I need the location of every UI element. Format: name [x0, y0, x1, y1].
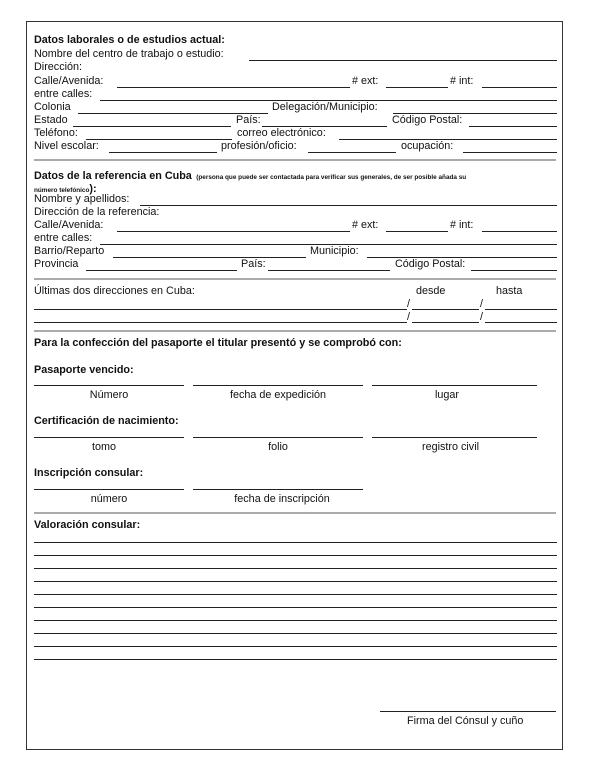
- referencia-heading-line: [34, 166, 466, 184]
- numero-inscripcion-caption: número: [90, 493, 128, 505]
- fecha-inscripcion-caption: fecha de inscripción: [234, 493, 330, 505]
- ref-pais-label: País:: [241, 258, 266, 270]
- slash: /: [407, 311, 410, 323]
- int-label: # int:: [450, 75, 474, 87]
- ref-entre-label: entre calles:: [34, 232, 93, 244]
- ocupacion-field[interactable]: [463, 152, 557, 153]
- ext-field[interactable]: [386, 87, 448, 88]
- ref-municipio-label: Municipio:: [310, 245, 359, 257]
- profesion-label: profesión/oficio:: [221, 140, 297, 152]
- valoracion-heading: Valoración consular:: [34, 519, 141, 531]
- slash: /: [407, 298, 410, 310]
- tomo-caption: tomo: [91, 441, 116, 453]
- fecha-inscripcion-field[interactable]: [193, 489, 363, 490]
- calle-field[interactable]: [117, 87, 350, 88]
- fecha-expedicion-caption: fecha de expedición: [229, 389, 327, 401]
- lugar-caption: lugar: [434, 389, 459, 401]
- referencia-note-close: ):: [89, 183, 97, 195]
- int-field[interactable]: [482, 87, 557, 88]
- ref-provincia-label: Provincia: [34, 258, 79, 270]
- section-divider: [34, 512, 556, 514]
- inscripcion-label: Inscripción consular:: [34, 467, 144, 479]
- valoracion-line[interactable]: [34, 620, 557, 621]
- colonia-label: Colonia: [34, 101, 71, 113]
- ref-int-field[interactable]: [482, 231, 557, 232]
- ref-provincia-field[interactable]: [86, 270, 237, 271]
- lugar-field[interactable]: [372, 385, 537, 386]
- calle-label: Calle/Avenida:: [34, 75, 104, 87]
- ref-nombre-field[interactable]: [140, 205, 557, 206]
- direccion-1-desde-field[interactable]: [412, 309, 479, 310]
- pais-label: País:: [236, 114, 261, 126]
- referencia-heading: Datos de la referencia en Cuba: [34, 170, 192, 182]
- section-divider: [34, 278, 556, 280]
- cp-label: Código Postal:: [392, 114, 463, 126]
- numero-inscripcion-field[interactable]: [34, 489, 184, 490]
- referencia-note2: número telefónico: [34, 187, 90, 194]
- numero-caption: Número: [89, 389, 129, 401]
- entre-label: entre calles:: [34, 88, 93, 100]
- valoracion-line[interactable]: [34, 659, 557, 660]
- centro-label: Nombre del centro de trabajo o estudio:: [34, 48, 224, 60]
- ref-cp-field[interactable]: [471, 270, 557, 271]
- ref-cp-label: Código Postal:: [395, 258, 466, 270]
- valoracion-line[interactable]: [34, 542, 557, 543]
- ref-barrio-label: Barrio/Reparto: [34, 245, 105, 257]
- direccion-1-field[interactable]: [34, 309, 407, 310]
- certificacion-label: Certificación de nacimiento:: [34, 415, 179, 427]
- registro-civil-field[interactable]: [372, 437, 537, 438]
- ref-int-label: # int:: [450, 219, 474, 231]
- delegacion-label: Delegación/Municipio:: [272, 101, 378, 113]
- profesion-field[interactable]: [308, 152, 396, 153]
- slash: /: [480, 298, 483, 310]
- cp-field[interactable]: [469, 126, 557, 127]
- hasta-label: hasta: [496, 285, 523, 297]
- nivel-field[interactable]: [109, 152, 217, 153]
- referencia-note: (persona que puede ser contactada para verificar sus generales, de ser posible añada su: [196, 174, 467, 181]
- firma-caption: Firma del Cónsul y cuño: [407, 715, 524, 727]
- direccion-2-field[interactable]: [34, 322, 407, 323]
- tomo-field[interactable]: [34, 437, 184, 438]
- section-divider: [34, 159, 556, 161]
- slash: /: [480, 311, 483, 323]
- ocupacion-label: ocupación:: [401, 140, 454, 152]
- pasaporte-vencido-label: Pasaporte vencido:: [34, 364, 134, 376]
- telefono-label: Teléfono:: [34, 127, 78, 139]
- numero-field[interactable]: [34, 385, 184, 386]
- folio-field[interactable]: [193, 437, 363, 438]
- ref-nombre-label: Nombre y apellidos:: [34, 193, 130, 205]
- ext-label: # ext:: [352, 75, 379, 87]
- ref-pais-field[interactable]: [268, 270, 390, 271]
- valoracion-line[interactable]: [34, 555, 557, 556]
- nivel-label: Nivel escolar:: [34, 140, 99, 152]
- ref-calle-field[interactable]: [117, 231, 350, 232]
- ref-barrio-field[interactable]: [113, 257, 306, 258]
- firma-field[interactable]: [380, 711, 556, 712]
- direccion-label: Dirección:: [34, 61, 83, 73]
- direcciones-label: Últimas dos direcciones en Cuba:: [34, 285, 195, 297]
- valoracion-line[interactable]: [34, 607, 557, 608]
- ref-ext-field[interactable]: [386, 231, 448, 232]
- laboral-heading: Datos laborales o de estudios actual:: [34, 34, 225, 46]
- telefono-field[interactable]: [86, 139, 232, 140]
- ref-ext-label: # ext:: [352, 219, 379, 231]
- estado-field[interactable]: [73, 126, 231, 127]
- valoracion-line[interactable]: [34, 633, 557, 634]
- direccion-2-desde-field[interactable]: [412, 322, 479, 323]
- direccion-1-hasta-field[interactable]: [485, 309, 557, 310]
- registro-civil-caption: registro civil: [422, 441, 479, 453]
- pasaporte-heading: Para la confección del pasaporte el titular presentó y se comprobó con:: [34, 337, 402, 349]
- ref-direccion-label: Dirección de la referencia:: [34, 206, 160, 218]
- desde-label: desde: [416, 285, 446, 297]
- centro-field[interactable]: [249, 60, 557, 61]
- fecha-expedicion-field[interactable]: [193, 385, 363, 386]
- section-divider: [34, 330, 556, 332]
- correo-label: correo electrónico:: [237, 127, 326, 139]
- ref-calle-label: Calle/Avenida:: [34, 219, 104, 231]
- estado-label: Estado: [34, 114, 68, 126]
- valoracion-line[interactable]: [34, 646, 557, 647]
- valoracion-line[interactable]: [34, 594, 557, 595]
- folio-caption: folio: [268, 441, 288, 453]
- direccion-2-hasta-field[interactable]: [485, 322, 557, 323]
- valoracion-line[interactable]: [34, 568, 557, 569]
- valoracion-line[interactable]: [34, 581, 557, 582]
